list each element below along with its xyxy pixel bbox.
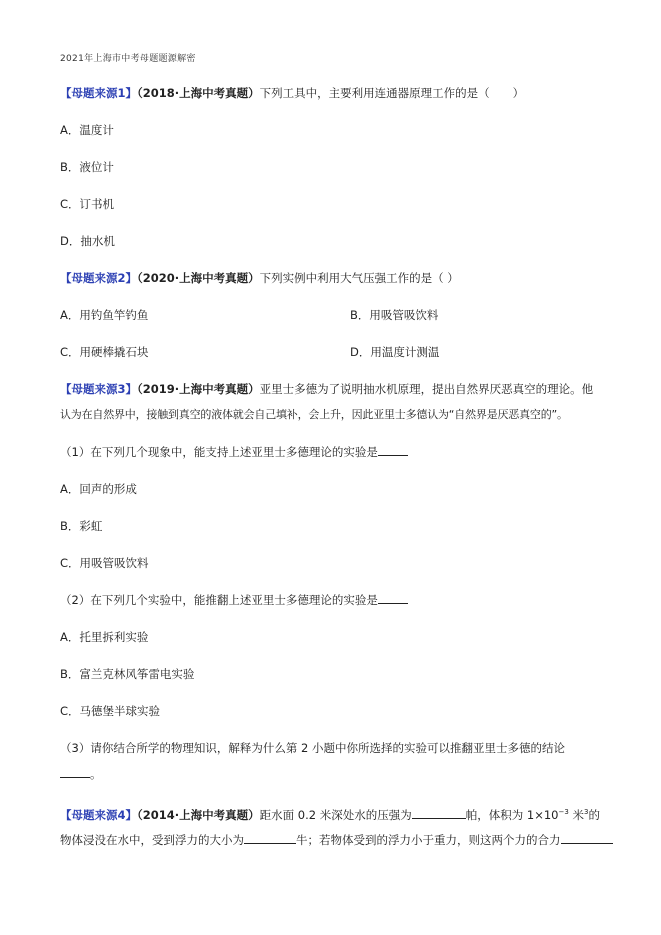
question-year: （2019·上海中考真题） <box>137 382 260 396</box>
question-3-stem <box>60 382 593 396</box>
sub-question-text: （1）在下列几个现象中，能支持上述亚里士多德理论的实验是 <box>60 445 378 459</box>
sub-question-text: （2）在下列几个实验中，能推翻上述亚里士多德理论的实验是 <box>60 593 378 607</box>
exponent: −3 <box>558 808 569 816</box>
question-4-stem <box>60 805 600 822</box>
option-a: A．温度计 <box>60 123 114 137</box>
option-d: D．抽水机 <box>60 234 115 248</box>
option-d: D．用温度计测温 <box>350 345 440 359</box>
option-a: A．托里拆利实验 <box>60 630 149 644</box>
option-b: B．富兰克林风筝雷电实验 <box>60 667 195 681</box>
question-text: 物体浸没在水中，受到浮力的大小为 <box>60 833 244 847</box>
sub-question-3: （3）请你结合所学的物理知识，解释为什么第 2 小题中你所选择的实验可以推翻亚里士多德的结论 <box>60 741 565 755</box>
period: 。 <box>90 767 102 781</box>
question-text: 的 <box>588 808 600 822</box>
answer-blank[interactable] <box>412 808 466 819</box>
question-text: 下列实例中利用大气压强工作的是（ ） <box>259 271 459 285</box>
question-1-stem <box>60 86 524 100</box>
option-a: A．回声的形成 <box>60 482 137 496</box>
answer-blank[interactable] <box>378 445 408 456</box>
question-text: 下列工具中，主要利用连通器原理工作的是（ ） <box>259 86 525 100</box>
question-source-tag: 【母题来源3】 <box>60 382 138 396</box>
unit: 米 <box>568 808 584 822</box>
page-header: 2021年上海市中考母题题源解密 <box>60 54 196 64</box>
option-b: B．彩虹 <box>60 519 103 533</box>
question-text: 距水面 0.2 米深处水的压强为 <box>259 808 412 822</box>
sub-question-3-answer <box>60 767 102 781</box>
question-year: （2014·上海中考真题） <box>137 808 260 822</box>
question-4-continued <box>60 833 613 847</box>
option-a: A．用钓鱼竿钓鱼 <box>60 308 149 322</box>
question-source-tag: 【母题来源1】 <box>60 86 138 100</box>
option-c: C．马德堡半球实验 <box>60 704 161 718</box>
question-year: （2020·上海中考真题） <box>137 271 260 285</box>
option-b: B．液位计 <box>60 160 114 174</box>
sub-question-1 <box>60 445 408 459</box>
question-text: 帕，体积为 1×10 <box>465 808 559 822</box>
option-c: C．用硬棒撬石块 <box>60 345 149 359</box>
sub-question-2 <box>60 593 408 607</box>
answer-blank[interactable] <box>378 593 408 604</box>
exponent: 3 <box>583 808 589 816</box>
question-source-tag: 【母题来源4】 <box>60 808 138 822</box>
question-text: 牛；若物体受到的浮力小于重力，则这两个力的合力 <box>296 833 561 847</box>
option-c: C．用吸管吸饮料 <box>60 556 149 570</box>
option-c: C．订书机 <box>60 197 115 211</box>
question-text: 亚里士多德为了说明抽水机原理，提出自然界厌恶真空的理论。他 <box>259 382 594 396</box>
answer-blank[interactable] <box>561 833 613 844</box>
answer-blank[interactable] <box>244 833 296 844</box>
question-year: （2018·上海中考真题） <box>137 86 260 100</box>
option-row <box>60 345 440 359</box>
option-row <box>60 308 439 322</box>
question-2-stem <box>60 271 459 285</box>
answer-blank[interactable] <box>60 767 90 778</box>
question-text-continued: 认为在自然界中，接触到真空的液体就会自己填补，会上升，因此亚里士多德认为“自然界是厌恶真空的”。 <box>60 408 568 421</box>
question-source-tag: 【母题来源2】 <box>60 271 138 285</box>
option-b: B．用吸管吸饮料 <box>350 308 439 322</box>
